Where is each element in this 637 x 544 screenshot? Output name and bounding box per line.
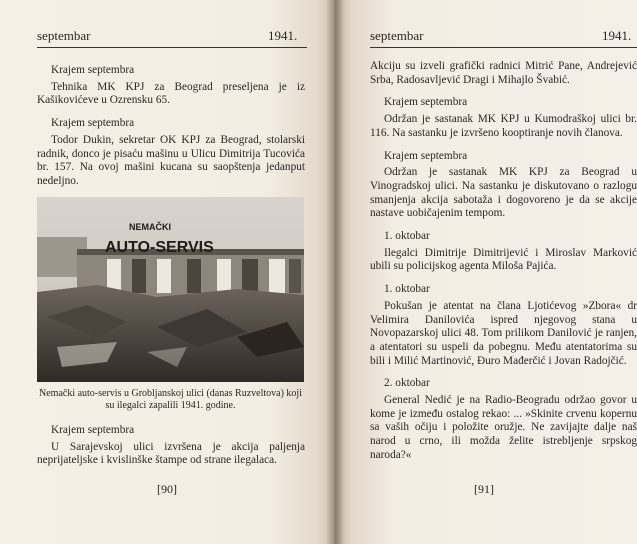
- right-page-number: [91]: [474, 482, 494, 496]
- photo-auto-servis: [37, 197, 304, 382]
- left-header-month: septembar: [37, 28, 91, 43]
- book-gutter-shadow: [326, 0, 344, 544]
- left-entry2-date: Krajem septembra: [51, 117, 135, 130]
- photo-sign-top: NEMAČKI: [129, 222, 171, 232]
- left-entries-bottom: [37, 424, 305, 468]
- right-entry4-date: 1. oktobar: [384, 283, 430, 296]
- right-entry5-date: 2. oktobar: [384, 377, 430, 390]
- right-entry5-text: General Nedić je na Radio-Beogradu održao govor u kome je između ostalog rekao: ... »Skinite crvenu kopernu sa vaših očiju i položite oružje. Ne zavijajte dalje naš narod u crno, ili možda želite istrebljenje srpskog naroda?«: [370, 394, 637, 461]
- right-entry3-date: 1. oktobar: [384, 230, 430, 243]
- left-header-rule: [37, 47, 307, 48]
- right-entry2-date: Krajem septembra: [384, 149, 468, 162]
- right-entry3-text: Ilegalci Dimitrije Dimitrijević i Miroslav Marković ubili su policijskog agenta Miloša Pajića.: [370, 246, 637, 273]
- right-header-month: septembar: [370, 28, 424, 43]
- right-entry0-text: Akciju su izveli grafički radnici Mitrić Pane, Andrejević Srba, Radosavljević Dragi i Mihajlo Švabić.: [370, 60, 637, 86]
- right-entry1-text: Održan je sastanak MK KPJ u Kumodraškoj ulici br. 116. Na sastanku je izvršeno kooptiranje novih članova.: [370, 113, 637, 139]
- left-entry1-text: Tehnika MK KPJ za Beograd preseljena je iz Kašikovićeve u Ozrensku 65.: [37, 80, 305, 107]
- left-entry2-text: Todor Dukin, sekretar OK KPJ za Beograd, stolarski radnik, donco je pisaću mašinu u Ulicu Dimitrija Tucovića br. 157. Na ovoj mašini kucana su saopštenja jedanput nedeljno.: [37, 133, 305, 187]
- photo-illustration: [37, 197, 304, 382]
- right-header-year: 1941.: [602, 28, 632, 43]
- left-header-year: 1941.: [268, 28, 298, 43]
- left-entry1-date: Krajem septembra: [51, 64, 135, 76]
- photo-caption: Nemački auto-servis u Grobljanskoj ulici (danas Ruzveltova) koji su ilegalci zapalili 1941. godine.: [39, 388, 302, 411]
- right-entry2-text: Održan je sastanak MK KPJ za Beograd u Vinogradskoj ulici. Na sastanku je diskutovano o razlogu smanjenja akcija sabotaža i dogovoreno je da se akcije nastave uobičajenim tempom.: [370, 166, 637, 220]
- left-entry3-text: U Sarajevskoj ulici izvršena je akcija paljenja neprijateljske i kvislinške štampe od strane ilegalaca.: [37, 440, 305, 467]
- right-entries: [370, 60, 637, 463]
- left-page-number: [90]: [157, 482, 177, 496]
- left-entry3-date: Krajem septembra: [51, 424, 135, 436]
- photo-sign-main: AUTO-SERVIS: [105, 239, 214, 256]
- right-page: [334, 0, 637, 544]
- left-entries-top: [37, 64, 305, 189]
- right-header-rule: [370, 47, 637, 48]
- right-entry4-text: Pokušan je atentat na člana Ljotićevog »Zbora« dr Velimira Danilovića ispred njegovog stana u Novopazarskoj ulici 48. Tom prilikom Danilović je ranjen, a atentatori su uspeli da pobegnu. Među atentatorima su bili i Milić Martinović, Đuro Mađerčić i Jovan Radojčić.: [370, 299, 637, 367]
- right-entry1-date: Krajem septembra: [384, 96, 468, 109]
